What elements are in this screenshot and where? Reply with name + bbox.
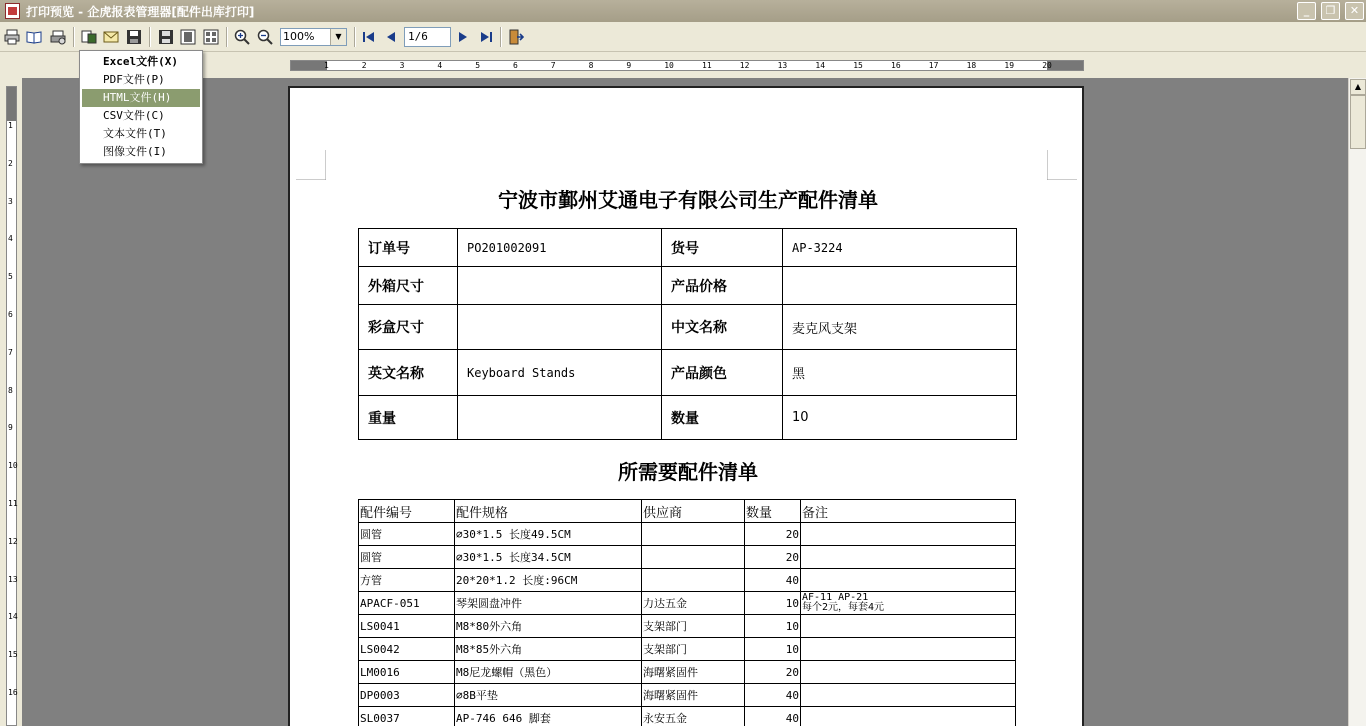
part-note xyxy=(801,684,1016,707)
part-supplier: 永安五金 xyxy=(642,707,745,726)
chevron-down-icon[interactable]: ▼ xyxy=(330,29,346,45)
part-supplier: 海曙紧固件 xyxy=(642,661,745,684)
ruler-number: 4 xyxy=(8,234,13,244)
info-label: 产品颜色 xyxy=(662,350,783,396)
ruler-number: 12 xyxy=(739,61,750,70)
part-spec: M8*85外六角 xyxy=(455,638,642,661)
scroll-up-arrow[interactable]: ▲ xyxy=(1350,79,1366,95)
info-row xyxy=(359,350,1017,396)
prev-page-icon[interactable] xyxy=(382,28,400,46)
ruler-number: 10 xyxy=(8,461,18,471)
crop-mark xyxy=(1047,150,1077,180)
info-label: 订单号 xyxy=(359,229,458,267)
info-value: 黑 xyxy=(783,350,1017,396)
part-code: DP0003 xyxy=(359,684,455,707)
toolbar-separator xyxy=(500,27,502,47)
ruler-number: 11 xyxy=(8,499,18,508)
window-title: 打印预览 - 企虎报表管理器[配件出库打印] xyxy=(26,5,255,19)
part-note xyxy=(801,523,1016,546)
export-menu xyxy=(79,50,203,164)
info-label: 重量 xyxy=(359,396,458,440)
ruler-number: 11 xyxy=(702,61,712,70)
part-supplier xyxy=(642,523,745,546)
part-spec: ∅30*1.5 长度34.5CM xyxy=(455,546,642,569)
info-label: 产品价格 xyxy=(662,267,783,305)
part-note-line: 每个2元，每套4元 xyxy=(802,602,885,613)
part-supplier: 支架部门 xyxy=(642,615,745,638)
ruler-number: 15 xyxy=(8,650,18,660)
info-row xyxy=(359,396,1017,440)
info-label: 中文名称 xyxy=(662,305,783,350)
export-menu-item[interactable]: CSV文件(C) xyxy=(103,109,165,122)
part-quantity: 20 xyxy=(745,661,801,684)
save-icon[interactable] xyxy=(125,28,143,46)
ruler-number: 20 xyxy=(1042,61,1052,70)
parts-table-header xyxy=(359,500,1016,523)
ruler-margin xyxy=(291,61,327,70)
info-row xyxy=(359,267,1017,305)
table-row xyxy=(359,569,1016,592)
crop-mark xyxy=(296,150,326,180)
ruler-margin xyxy=(7,87,16,121)
table-row xyxy=(359,523,1016,546)
column-header: 供应商 xyxy=(642,500,745,523)
ruler-band xyxy=(6,86,17,726)
ruler-number: 14 xyxy=(8,612,18,622)
first-page-icon[interactable] xyxy=(360,28,378,46)
zoom-value: 100% xyxy=(283,30,315,43)
vertical-ruler xyxy=(0,78,22,726)
ruler-number: 12 xyxy=(8,536,18,546)
export-menu-item[interactable]: 图像文件(I) xyxy=(103,145,167,158)
info-label: 数量 xyxy=(662,396,783,440)
part-note xyxy=(801,707,1016,726)
email-icon[interactable] xyxy=(102,28,120,46)
export-menu-item[interactable]: HTML文件(H) xyxy=(82,89,200,107)
table-row xyxy=(359,592,1016,615)
part-code: 方管 xyxy=(359,569,455,592)
info-value: AP-3224 xyxy=(783,229,1017,267)
export-menu-item[interactable]: PDF文件(P) xyxy=(103,73,165,86)
scroll-thumb[interactable] xyxy=(1350,95,1366,149)
ruler-number: 3 xyxy=(399,61,405,70)
ruler-number: 7 xyxy=(8,347,13,357)
toolbar-separator xyxy=(149,27,151,47)
part-code: SL0037 xyxy=(359,707,455,726)
ruler-number: 10 xyxy=(664,61,674,70)
ruler-number: 8 xyxy=(588,61,594,70)
info-label: 外箱尺寸 xyxy=(359,267,458,305)
ruler-margin xyxy=(1047,61,1084,70)
part-spec: M8尼龙螺帽（黑色） xyxy=(455,661,642,684)
part-quantity: 20 xyxy=(745,546,801,569)
zoom-out-icon[interactable] xyxy=(256,28,274,46)
app-icon[interactable] xyxy=(5,3,20,19)
part-quantity: 40 xyxy=(745,569,801,592)
toolbar-separator xyxy=(354,27,356,47)
column-header: 配件规格 xyxy=(455,500,642,523)
multi-page-icon[interactable] xyxy=(202,28,220,46)
export-menu-item[interactable]: Excel文件(X) xyxy=(103,55,178,68)
info-label: 货号 xyxy=(662,229,783,267)
part-spec: ∅8B平垫 xyxy=(455,684,642,707)
toolbar-separator xyxy=(226,27,228,47)
part-spec: 琴架圆盘冲件 xyxy=(455,592,642,615)
info-row xyxy=(359,229,1017,267)
parts-table xyxy=(358,499,1016,726)
toolbar xyxy=(0,22,1366,52)
ruler-number: 5 xyxy=(8,272,13,282)
part-code: 圆管 xyxy=(359,523,455,546)
part-note xyxy=(801,615,1016,638)
info-value xyxy=(458,305,662,350)
page-number-input[interactable] xyxy=(404,27,451,47)
part-spec: M8*80外六角 xyxy=(455,615,642,638)
order-info-table xyxy=(358,228,1017,440)
ruler-band xyxy=(290,60,1084,71)
info-value xyxy=(458,267,662,305)
ruler-number: 3 xyxy=(8,196,13,206)
part-note xyxy=(801,546,1016,569)
ruler-number: 5 xyxy=(475,61,481,70)
part-spec: AP-746 646 脚套 xyxy=(455,707,642,726)
part-supplier: 支架部门 xyxy=(642,638,745,661)
page-number-value: 1/6 xyxy=(408,30,428,43)
part-code: LM0016 xyxy=(359,661,455,684)
info-value: 10 xyxy=(783,396,1017,440)
print-icon[interactable] xyxy=(3,28,21,46)
minimize-button[interactable]: _ xyxy=(1297,2,1316,20)
export-icon[interactable] xyxy=(80,28,98,46)
part-code: 圆管 xyxy=(359,546,455,569)
column-header: 数量 xyxy=(745,500,801,523)
toolbar-separator xyxy=(73,27,75,47)
table-row xyxy=(359,546,1016,569)
ruler-number: 16 xyxy=(8,688,18,697)
info-value: Keyboard Stands xyxy=(458,350,662,396)
ruler-number: 6 xyxy=(513,61,518,70)
close-button[interactable]: ✕ xyxy=(1345,2,1364,20)
report-page xyxy=(288,86,1084,726)
parts-list-title: 所需要配件清单 xyxy=(618,460,758,484)
next-page-icon[interactable] xyxy=(454,28,472,46)
column-header: 备注 xyxy=(801,500,1016,523)
table-row xyxy=(359,684,1016,707)
preview-area[interactable] xyxy=(22,78,1348,726)
part-note xyxy=(801,661,1016,684)
ruler-number: 4 xyxy=(437,61,443,70)
part-note xyxy=(801,592,1016,615)
exit-icon[interactable] xyxy=(507,28,525,46)
printer-setup-icon[interactable] xyxy=(49,28,67,46)
part-code: APACF-051 xyxy=(359,592,455,615)
info-row xyxy=(359,305,1017,350)
part-quantity: 40 xyxy=(745,684,801,707)
ruler-number: 15 xyxy=(853,61,863,70)
table-row xyxy=(359,638,1016,661)
title-bar[interactable] xyxy=(0,0,1366,22)
ruler-number: 1 xyxy=(324,61,329,70)
part-code: LS0041 xyxy=(359,615,455,638)
horizontal-ruler xyxy=(22,56,1348,78)
ruler-number: 13 xyxy=(8,574,18,584)
info-label: 彩盒尺寸 xyxy=(359,305,458,350)
single-page-icon[interactable] xyxy=(179,28,197,46)
part-supplier xyxy=(642,546,745,569)
part-spec: 20*20*1.2 长度:96CM xyxy=(455,569,642,592)
ruler-number: 9 xyxy=(626,61,632,70)
vertical-scrollbar[interactable] xyxy=(1348,78,1366,726)
part-quantity: 40 xyxy=(745,707,801,726)
info-value: PO201002091 xyxy=(458,229,662,267)
ruler-number: 2 xyxy=(8,158,13,168)
ruler-number: 6 xyxy=(8,310,13,319)
ruler-number: 18 xyxy=(966,61,977,70)
part-quantity: 20 xyxy=(745,523,801,546)
info-value xyxy=(458,396,662,440)
part-supplier xyxy=(642,569,745,592)
ruler-number: 16 xyxy=(891,61,901,70)
part-supplier: 海曙紧固件 xyxy=(642,684,745,707)
part-note xyxy=(801,569,1016,592)
book-icon[interactable] xyxy=(25,28,43,46)
restore-button[interactable]: ❐ xyxy=(1321,2,1340,20)
ruler-number: 7 xyxy=(550,61,556,70)
part-code: LS0042 xyxy=(359,638,455,661)
table-row xyxy=(359,707,1016,726)
part-note xyxy=(801,638,1016,661)
part-supplier: 力达五金 xyxy=(642,592,745,615)
part-quantity: 10 xyxy=(745,615,801,638)
part-spec: ∅30*1.5 长度49.5CM xyxy=(455,523,642,546)
info-value xyxy=(783,267,1017,305)
ruler-number: 19 xyxy=(1004,61,1015,70)
ruler-number: 9 xyxy=(8,423,13,433)
part-note-line: AF-11 AP-21 xyxy=(802,592,869,603)
part-quantity: 10 xyxy=(745,638,801,661)
column-header: 配件编号 xyxy=(359,500,455,523)
table-row xyxy=(359,615,1016,638)
save-disk-icon[interactable] xyxy=(157,28,175,46)
ruler-number: 8 xyxy=(8,385,13,395)
info-value: 麦克风支架 xyxy=(783,305,1017,350)
zoom-select[interactable] xyxy=(280,28,347,46)
info-label: 英文名称 xyxy=(359,350,458,396)
ruler-number: 14 xyxy=(815,61,826,70)
ruler-number: 17 xyxy=(928,61,939,70)
export-menu-item[interactable]: 文本文件(T) xyxy=(103,127,167,140)
ruler-number: 2 xyxy=(361,61,367,70)
document-title: 宁波市鄞州艾通电子有限公司生产配件清单 xyxy=(498,188,878,212)
ruler-number: 1 xyxy=(8,121,13,130)
part-quantity: 10 xyxy=(745,592,801,615)
zoom-in-icon[interactable] xyxy=(233,28,251,46)
last-page-icon[interactable] xyxy=(477,28,495,46)
table-row xyxy=(359,661,1016,684)
ruler-number: 13 xyxy=(777,61,788,70)
